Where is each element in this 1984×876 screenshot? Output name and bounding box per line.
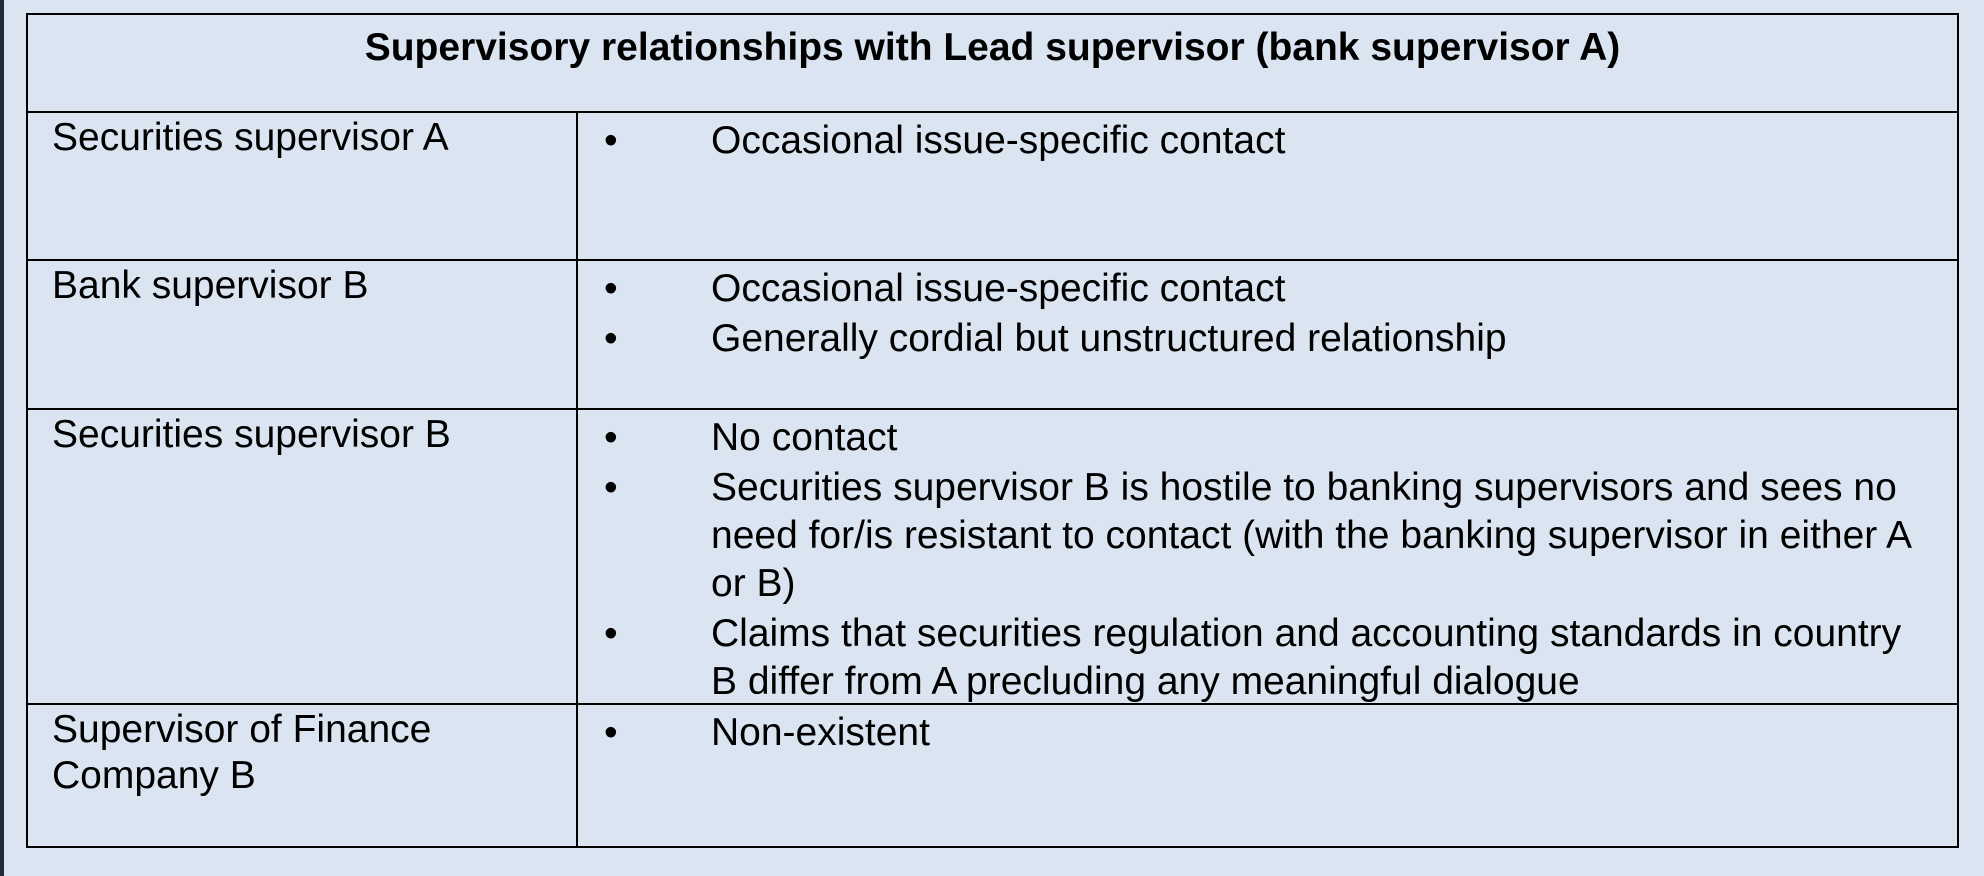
row-label: Supervisor of Finance Company B [52, 708, 432, 797]
bullet-text: Occasional issue-specific contact [711, 267, 1286, 310]
bullet-icon: • [604, 267, 618, 310]
bullet-text: Securities supervisor B is hostile to banking supervisors and sees no need for/is resistant to contact (with the banking supervisor in either A or B) [711, 466, 1910, 605]
bullet-icon: • [604, 317, 618, 360]
bullet-icon: • [604, 119, 618, 162]
bullet-item [578, 610, 1927, 706]
row-label: Bank supervisor B [52, 264, 369, 307]
table-row-securities-supervisor-b [28, 410, 1957, 705]
bullet-list [578, 414, 1927, 708]
bullet-text: Non-existent [711, 711, 930, 754]
row-label: Securities supervisor B [52, 413, 451, 456]
row-label: Securities supervisor A [52, 116, 449, 159]
table-row-securities-supervisor-a [28, 113, 1957, 261]
bullet-list [578, 709, 1927, 759]
bullet-text: No contact [711, 416, 898, 459]
bullet-item [578, 709, 1927, 757]
table-title: Supervisory relationships with Lead supervisor (bank supervisor A) [364, 26, 1621, 69]
table-row-bank-supervisor-b [28, 261, 1957, 410]
bullet-icon: • [604, 416, 618, 459]
bullet-item [578, 464, 1927, 608]
bullet-item [578, 117, 1927, 165]
relationships-table [26, 13, 1959, 848]
bullet-icon: • [604, 466, 618, 509]
bullet-list [578, 117, 1927, 167]
bullet-text: Generally cordial but unstructured relationship [711, 317, 1507, 360]
bullet-item [578, 315, 1927, 363]
table-row-supervisor-finance-company-b [28, 705, 1957, 846]
bullet-icon: • [604, 711, 618, 754]
bullet-text: Occasional issue-specific contact [711, 119, 1286, 162]
table-title-row [28, 15, 1957, 113]
bullet-list [578, 265, 1927, 365]
page-edge-rule [0, 0, 4, 876]
bullet-icon: • [604, 612, 618, 655]
bullet-item [578, 414, 1927, 462]
bullet-text: Claims that securities regulation and accounting standards in country B differ from A precluding any meaningful dialogue [711, 612, 1902, 703]
bullet-item [578, 265, 1927, 313]
